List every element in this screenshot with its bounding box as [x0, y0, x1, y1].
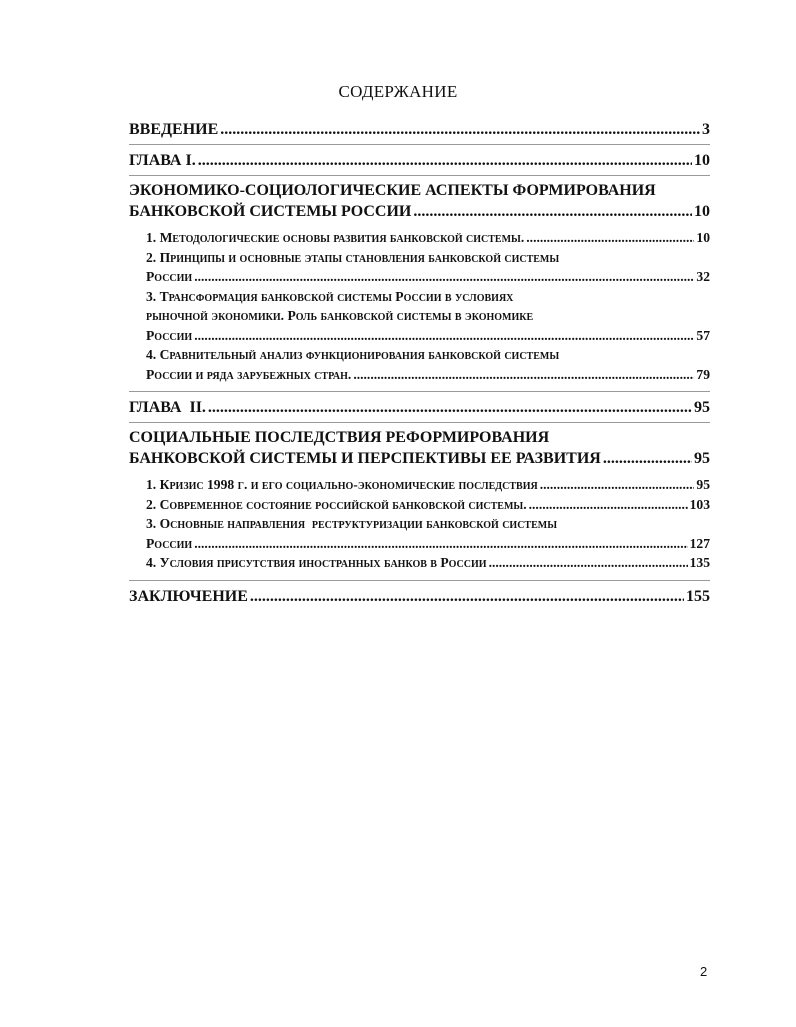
toc-entry-section-1-1[interactable]: [146, 228, 710, 248]
toc-page-number: 32: [696, 269, 710, 284]
toc-page-number: 155: [686, 587, 710, 605]
toc-entry-text: России: [146, 535, 193, 551]
toc-entry-section-2-2[interactable]: [146, 495, 710, 515]
dot-leader: [603, 448, 692, 469]
toc-page-number: 10: [694, 203, 710, 220]
toc-page-number: 95: [694, 450, 710, 467]
toc-entry-line: ЭКОНОМИКО-СОЦИОЛОГИЧЕСКИЕ АСПЕКТЫ ФОРМИРОВАНИЯ: [129, 182, 656, 199]
toc-entry-line: рыночной экономики. Роль банковской системы в экономике: [146, 308, 534, 323]
separator: [129, 580, 710, 581]
dot-leader: [250, 585, 684, 608]
toc-entry-section-1-4[interactable]: [146, 345, 710, 384]
toc-entry-chapter-2-title[interactable]: [129, 427, 710, 469]
toc-entry-chapter-1[interactable]: [129, 149, 710, 172]
toc-entry-text: 1. Кризис 1998 г. и его социально-экономические последствия: [146, 477, 538, 492]
dot-leader: [198, 149, 692, 172]
toc-page-number: 95: [694, 399, 710, 416]
toc-entry-section-1-2[interactable]: [146, 248, 710, 287]
table-of-contents: [129, 118, 710, 609]
dot-leader: [413, 201, 692, 222]
toc-entry-conclusion[interactable]: [129, 585, 710, 608]
toc-entry-text: ВВЕДЕНИЕ: [129, 121, 219, 138]
dot-leader: [194, 326, 694, 346]
page-title: СОДЕРЖАНИЕ: [338, 82, 458, 101]
toc-entry-text: ЗАКЛЮЧЕНИЕ: [129, 587, 248, 605]
toc-entry-line: 2. Принципы и основные этапы становления банковской системы: [146, 249, 560, 265]
dot-leader: [489, 553, 688, 573]
separator: [129, 391, 710, 392]
dot-leader: [529, 495, 688, 515]
dot-leader: [220, 118, 700, 141]
toc-entry-text: 4. Условия присутствия иностранных банков в России: [146, 555, 487, 570]
toc-entry-section-1-3[interactable]: [146, 287, 710, 346]
toc-entry-text: ГЛАВА I.: [129, 152, 196, 169]
toc-page-number: 10: [694, 152, 710, 169]
toc-entry-chapter-1-title[interactable]: [129, 180, 710, 222]
dot-leader: [194, 267, 694, 287]
toc-entry-line: 4. Сравнительный анализ функционирования банковской системы: [146, 347, 560, 362]
toc-entry-text: БАНКОВСКОЙ СИСТЕМЫ И ПЕРСПЕКТИВЫ ЕЕ РАЗВИТИЯ: [129, 450, 601, 467]
page-number: 2: [700, 964, 708, 979]
toc-entry-chapter-2[interactable]: [129, 396, 710, 419]
toc-page-number: 103: [689, 496, 710, 512]
toc-entry-text: России: [146, 269, 193, 284]
dot-leader: [208, 396, 692, 419]
toc-page-number: 135: [689, 555, 710, 570]
dot-leader: [194, 534, 687, 554]
toc-entry-text: БАНКОВСКОЙ СИСТЕМЫ РОССИИ: [129, 203, 412, 220]
dot-leader: [353, 365, 694, 385]
toc-entry-line: СОЦИАЛЬНЫЕ ПОСЛЕДСТВИЯ РЕФОРМИРОВАНИЯ: [129, 429, 550, 446]
toc-page-number: 3: [702, 121, 710, 138]
toc-entry-text: 1. Методологические основы развития банковской системы.: [146, 230, 525, 245]
separator: [129, 144, 710, 145]
dot-leader: [526, 228, 694, 248]
toc-entry-line: 3. Основные направления реструктуризации банковской системы: [146, 516, 558, 531]
toc-page-number: 127: [689, 535, 710, 551]
toc-page-number: 57: [696, 327, 710, 343]
toc-entry-section-2-3[interactable]: [146, 514, 710, 553]
toc-entry-section-2-4[interactable]: [146, 553, 710, 573]
dot-leader: [540, 475, 695, 495]
toc-entry-text: 2. Современное состояние российской банковской системы.: [146, 496, 527, 512]
separator: [129, 175, 710, 176]
toc-entry-section-2-1[interactable]: [146, 475, 710, 495]
toc-entry-intro[interactable]: [129, 118, 710, 141]
toc-entry-line: 3. Трансформация банковской системы России в условиях: [146, 288, 514, 304]
toc-entry-text: России: [146, 327, 193, 343]
separator: [129, 422, 710, 423]
toc-page-number: 10: [696, 230, 710, 245]
toc-entry-text: России и ряда зарубежных стран.: [146, 366, 352, 382]
toc-entry-text: ГЛАВА II.: [129, 399, 206, 416]
toc-page-number: 95: [696, 477, 710, 492]
toc-page-number: 79: [696, 366, 710, 382]
